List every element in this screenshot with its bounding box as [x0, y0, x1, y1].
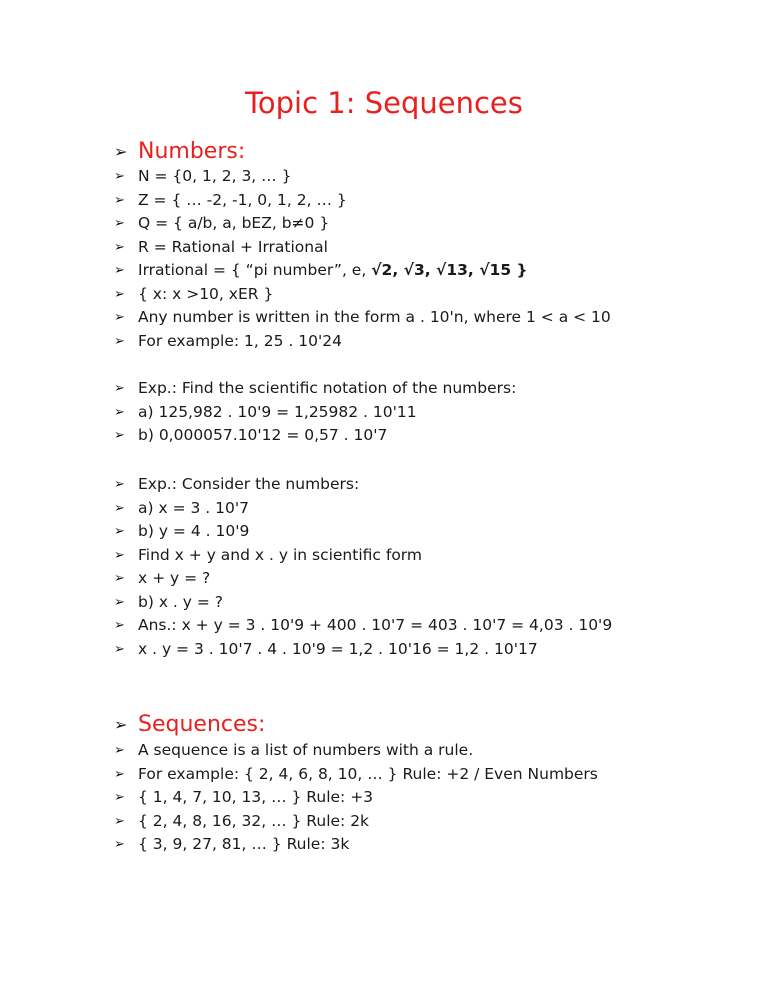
bullet-arrow-icon: ➢: [114, 813, 125, 829]
list-item: ➢ For example: 1, 25 . 10'24: [114, 330, 611, 354]
bullet-arrow-icon: ➢: [114, 641, 125, 657]
bullet-arrow-icon: ➢: [114, 428, 125, 443]
list-item: ➢ a) x = 3 . 10'7: [114, 497, 612, 521]
list-item: ➢ { x: x >10, xER }: [114, 283, 611, 307]
list-item: ➢ N = {0, 1, 2, 3, … }: [114, 165, 611, 189]
example2-list: [114, 473, 612, 661]
list-item: ➢ A sequence is a list of numbers with a rule.: [114, 739, 598, 763]
bullet-arrow-icon: ➢: [114, 216, 125, 231]
bullet-arrow-icon: ➢: [114, 404, 125, 420]
numbers-heading: [114, 137, 245, 165]
bullet-arrow-icon: ➢: [114, 500, 125, 516]
bullet-arrow-icon: ➢: [114, 547, 125, 563]
numbers-list: [114, 165, 611, 353]
list-item: ➢ R = Rational + Irrational: [114, 236, 611, 260]
sequences-heading-text: Sequences:: [138, 711, 266, 737]
list-item: ➢ { 3, 9, 27, 81, … } Rule: 3k: [114, 833, 598, 857]
bullet-arrow-icon: ➢: [114, 239, 125, 255]
bullet-arrow-icon: ➢: [114, 766, 125, 782]
bullet-arrow-icon: ➢: [114, 571, 125, 586]
bullet-arrow-icon: ➢: [114, 333, 125, 349]
bullet-arrow-icon: ➢: [114, 141, 128, 161]
bullet-arrow-icon: ➢: [114, 310, 125, 325]
list-item: ➢ x + y = ?: [114, 567, 612, 591]
list-item: ➢ { 1, 4, 7, 10, 13, … } Rule: +3: [114, 786, 598, 810]
numbers-heading-text: Numbers:: [138, 138, 246, 164]
example1-list: [114, 377, 516, 448]
list-item: ➢ Q = { a/b, a, bEZ, b≠0 }: [114, 212, 611, 236]
bullet-arrow-icon: ➢: [114, 477, 125, 492]
bullet-arrow-icon: ➢: [114, 837, 125, 852]
list-item-irrational: ➢ Irrational = { “pi number”, e, √2, √3, √13, √15 }: [114, 259, 611, 283]
page-title: Topic 1: Sequences: [245, 86, 523, 120]
list-item: ➢ b) 0,000057.10'12 = 0,57 . 10'7: [114, 424, 516, 448]
bullet-arrow-icon: ➢: [114, 618, 125, 633]
list-item: ➢ { 2, 4, 8, 16, 32, … } Rule: 2k: [114, 810, 598, 834]
sequences-list: [114, 739, 598, 857]
bullet-arrow-icon: ➢: [114, 743, 125, 758]
list-item: ➢ For example: { 2, 4, 6, 8, 10, … } Rule: +2 / Even Numbers: [114, 763, 598, 787]
list-item: ➢ Ans.: x + y = 3 . 10'9 + 400 . 10'7 = 403 . 10'7 = 4,03 . 10'9: [114, 614, 612, 638]
bullet-arrow-icon: ➢: [114, 169, 125, 184]
list-item: ➢ b) x . y = ?: [114, 591, 612, 615]
list-item: ➢ b) y = 4 . 10'9: [114, 520, 612, 544]
list-item: ➢ Any number is written in the form a . 10'n, where 1 < a < 10: [114, 306, 611, 330]
bullet-arrow-icon: ➢: [114, 714, 128, 734]
sequences-heading: [114, 710, 265, 738]
bullet-arrow-icon: ➢: [114, 524, 125, 539]
list-item: ➢ Find x + y and x . y in scientific form: [114, 544, 612, 568]
bullet-arrow-icon: ➢: [114, 594, 125, 610]
list-item: ➢ Exp.: Consider the numbers:: [114, 473, 612, 497]
bullet-arrow-icon: ➢: [114, 286, 125, 302]
bullet-arrow-icon: ➢: [114, 263, 125, 278]
list-item: ➢ x . y = 3 . 10'7 . 4 . 10'9 = 1,2 . 10'16 = 1,2 . 10'17: [114, 638, 612, 662]
list-item: ➢ a) 125,982 . 10'9 = 1,25982 . 10'11: [114, 401, 516, 425]
bullet-arrow-icon: ➢: [114, 790, 125, 805]
list-item: ➢ Z = { … -2, -1, 0, 1, 2, … }: [114, 189, 611, 213]
list-item: ➢ Exp.: Find the scientific notation of the numbers:: [114, 377, 516, 401]
bullet-arrow-icon: ➢: [114, 381, 125, 396]
bullet-arrow-icon: ➢: [114, 192, 125, 208]
